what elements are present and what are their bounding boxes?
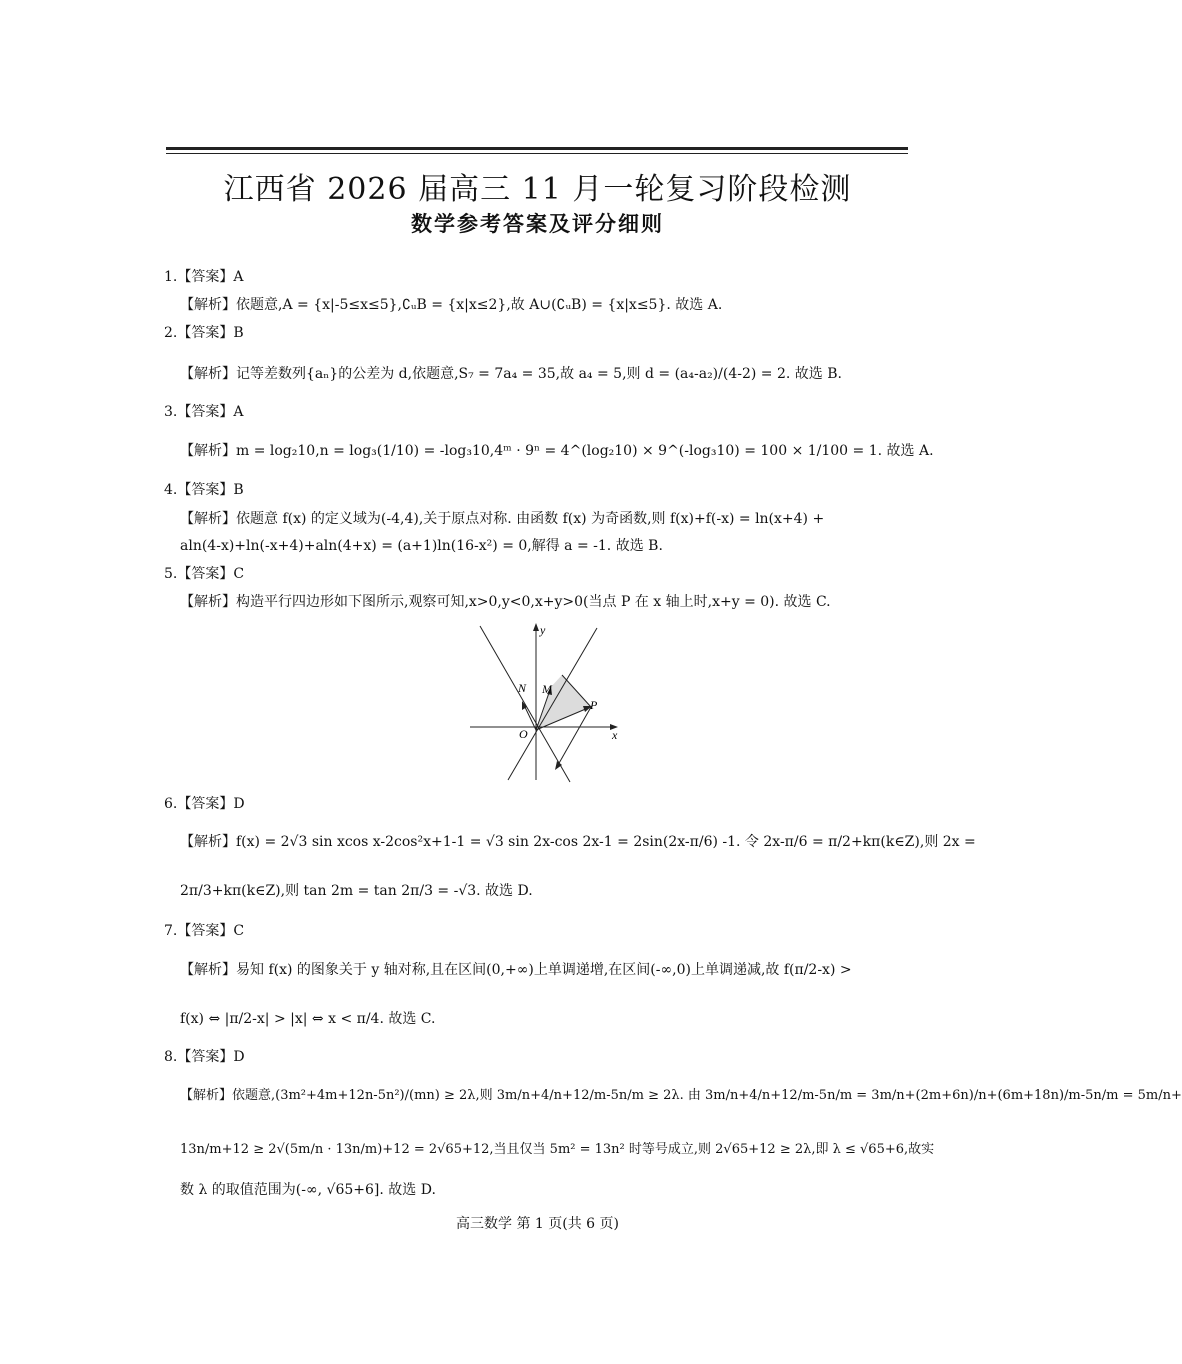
- page-footer: 高三数学 第 1 页(共 6 页): [456, 1216, 619, 1232]
- explanation-2-line-1: 【解析】记等差数列{aₙ}的公差为 d,依题意,S₇ = 7a₄ = 35,故 a₄ = 5,则 d = (a₄-a₂)/(4-2) = 2. 故选 B.: [180, 366, 842, 382]
- explanation-6-line-2: 2π/3+kπ(k∈Z),则 tan 2m = tan 2π/3 = -√3. 故选 D.: [180, 883, 533, 899]
- label-N: N: [518, 681, 527, 695]
- document-subtitle: 数学参考答案及评分细则: [411, 212, 664, 236]
- explanation-6-line-1: 【解析】f(x) = 2√3 sin xcos x-2cos²x+1-1 = √3 sin 2x-cos 2x-1 = 2sin(2x-π/6) -1. 令 2x-π/6 = π/2+kπ(k∈Z),则 2x =: [180, 834, 976, 850]
- explanation-5-line-1: 【解析】构造平行四边形如下图所示,观察可知,x>0,y<0,x+y>0(当点 P 在 x 轴上时,x+y = 0). 故选 C.: [180, 594, 831, 610]
- label-M: M: [542, 682, 552, 696]
- answer-5: 5.【答案】C: [164, 566, 245, 582]
- explanation-8-line-3: 数 λ 的取值范围为(-∞, √65+6]. 故选 D.: [180, 1182, 436, 1198]
- explanation-3-line-1: 【解析】m = log₂10,n = log₃(1/10) = -log₃10,4ᵐ · 9ⁿ = 4^(log₂10) × 9^(-log₃10) = 100 × 1/100 = 1. 故选 A.: [180, 443, 934, 459]
- answer-6: 6.【答案】D: [164, 796, 245, 812]
- header-rule-thick: [166, 147, 908, 150]
- label-y: y: [540, 623, 546, 637]
- header-rule-thin: [166, 153, 908, 154]
- explanation-7-line-1: 【解析】易知 f(x) 的图象关于 y 轴对称,且在区间(0,+∞)上单调递增,在区间(-∞,0)上单调递减,故 f(π/2-x) >: [180, 962, 852, 978]
- explanation-7-line-2: f(x) ⇔ |π/2-x| > |x| ⇔ x < π/4. 故选 C.: [180, 1011, 436, 1027]
- answer-4: 4.【答案】B: [164, 482, 244, 498]
- explanation-4-line-1: 【解析】依题意 f(x) 的定义域为(-4,4),关于原点对称. 由函数 f(x) 为奇函数,则 f(x)+f(-x) = ln(x+4) +: [180, 511, 825, 527]
- explanation-8-line-1: 【解析】依题意,(3m²+4m+12n-5n²)/(mn) ≥ 2λ,则 3m/n+4/n+12/m-5n/m ≥ 2λ. 由 3m/n+4/n+12/m-5n/m = 3m/n+(2m+6n)/n+(6m+18n)/m-5n/m = 5m/n+: [180, 1088, 1182, 1103]
- label-x: x: [612, 728, 618, 742]
- answer-2: 2.【答案】B: [164, 325, 244, 341]
- answer-1: 1.【答案】A: [164, 269, 244, 285]
- answer-3: 3.【答案】A: [164, 404, 244, 420]
- lower-vector-arrow: [555, 761, 562, 770]
- explanation-1-line-1: 【解析】依题意,A = {x|-5≤x≤5},∁ᵤB = {x|x≤2},故 A∪(∁ᵤB) = {x|x≤5}. 故选 A.: [180, 297, 723, 313]
- explanation-4-line-2: aln(4-x)+ln(-x+4)+aln(4+x) = (a+1)ln(16-x²) = 0,解得 a = -1. 故选 B.: [180, 538, 663, 554]
- label-P: P: [590, 698, 598, 712]
- answer-7: 7.【答案】C: [164, 923, 245, 939]
- y-axis-arrow: [533, 623, 539, 631]
- label-origin: O: [519, 727, 528, 741]
- document-title: 江西省 2026 届高三 11 月一轮复习阶段检测: [223, 172, 852, 207]
- explanation-8-line-2: 13n/m+12 ≥ 2√(5m/n · 13n/m)+12 = 2√65+12,当且仅当 5m² = 13n² 时等号成立,则 2√65+12 ≥ 2λ,即 λ ≤ √65+6,故实: [180, 1142, 935, 1157]
- answer-8: 8.【答案】D: [164, 1049, 245, 1065]
- parallelogram-figure: [466, 620, 626, 785]
